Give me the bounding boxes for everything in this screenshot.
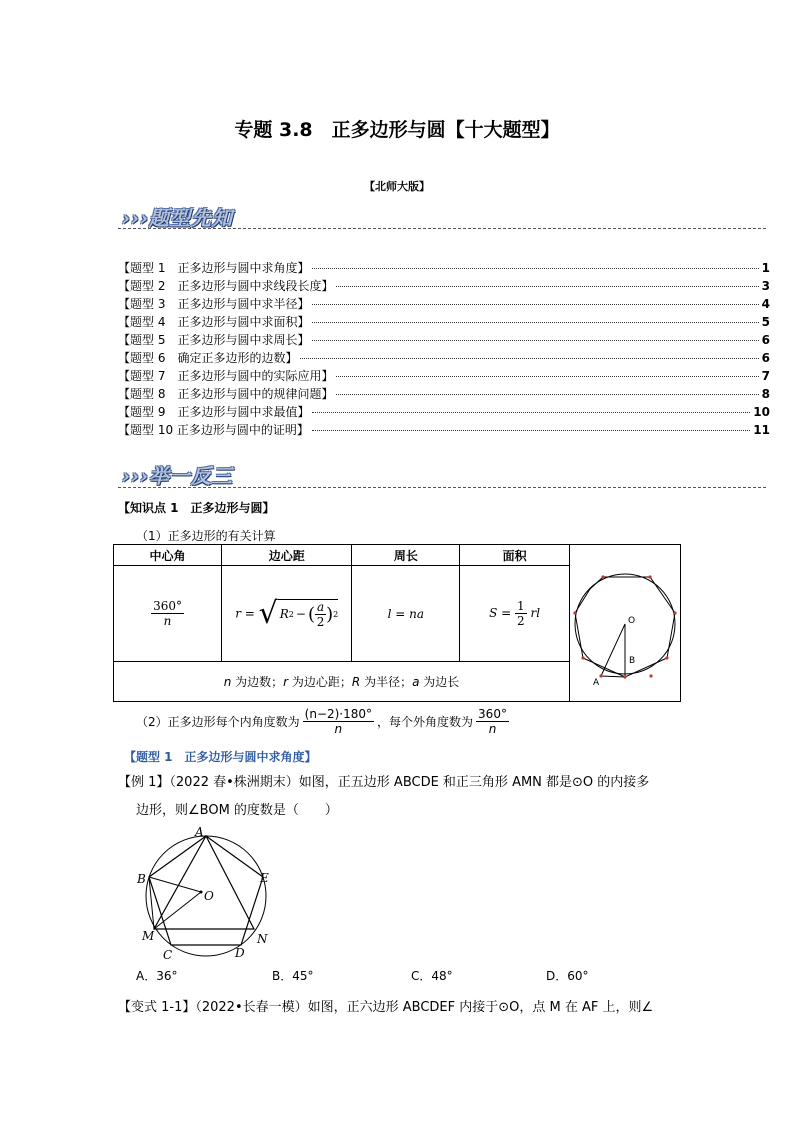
toc-page-number: 11 [753, 423, 770, 437]
sqrt-sign: √ [258, 595, 278, 631]
toc-item-label: 【题型 8 正多边形与圆中的规律问题】 [118, 387, 334, 401]
toc-item-label: 【题型 5 正多边形与圆中求周长】 [118, 333, 310, 347]
angle-text-prefix: （2）正多边形每个内角度数为 [136, 715, 300, 729]
toc-item[interactable] [118, 331, 770, 349]
perimeter-formula: l = na [352, 566, 460, 662]
toc-leader-dots [312, 412, 750, 413]
toc-item-label: 【题型 3 正多边形与圆中求半径】 [118, 297, 310, 311]
toc-leader-dots [312, 304, 758, 305]
toc-item-label: 【题型 1 正多边形与圆中求角度】 [118, 261, 310, 275]
var-desc: 为边心距； [288, 675, 352, 689]
toc-page-number: 4 [761, 297, 770, 311]
var-r: r [283, 675, 289, 689]
area-rhs: rl [530, 606, 541, 620]
toc-page-number: 5 [761, 315, 770, 329]
option-c[interactable]: C．48° [411, 969, 453, 983]
toc-item[interactable] [118, 367, 770, 385]
toc-item-label: 【题型 7 正多边形与圆中的实际应用】 [118, 369, 334, 383]
header-area: 面积 [460, 545, 570, 566]
fraction-denominator: 2 [316, 614, 325, 629]
option-a[interactable]: A．36° [136, 969, 178, 983]
toc-item[interactable] [118, 403, 770, 421]
toc-item[interactable] [118, 313, 770, 331]
toc-page-number: 8 [761, 387, 770, 401]
divider [118, 228, 766, 229]
toc-item[interactable] [118, 421, 770, 439]
option-b[interactable]: B．45° [272, 969, 314, 983]
toc-item[interactable] [118, 277, 770, 295]
fraction-denominator: n [163, 614, 172, 628]
variable-legend [114, 662, 570, 702]
toc-leader-dots [336, 286, 758, 287]
vertex-label-n: N [257, 932, 268, 946]
toc-item[interactable] [118, 295, 770, 313]
toc-page-number: 10 [753, 405, 770, 419]
inscribed-polygon-figure [571, 547, 679, 697]
exponent: 2 [333, 609, 339, 619]
toc-item[interactable] [118, 349, 770, 367]
apothem-lhs: r = [235, 606, 255, 620]
radius-symbol: R [279, 607, 289, 621]
var-R: R [351, 675, 361, 689]
examples-banner: ›››举一反三 [122, 464, 233, 488]
toc-leader-dots [312, 322, 758, 323]
fraction-numerator: (n−2)·180° [304, 707, 373, 721]
central-angle-formula [114, 566, 222, 662]
option-d[interactable]: D．60° [546, 969, 589, 983]
pentagon-triangle-figure [136, 826, 276, 960]
vertex-label-e: E [260, 871, 269, 885]
toc-item[interactable] [118, 259, 770, 277]
question-type-heading: 【题型 1 正多边形与圆中求角度】 [124, 750, 317, 764]
toc-item-label: 【题型 2 正多边形与圆中求线段长度】 [118, 279, 334, 293]
variant-line: 【变式 1-1】（2022•长春一模）如图，正六边形 ABCDEF 内接于⊙O，点 M 在 AF 上，则∠ [118, 1000, 654, 1015]
fraction-denominator: n [488, 722, 497, 736]
center-label-o: O [204, 889, 214, 903]
point-label-a: A [593, 677, 600, 688]
toc-item-label: 【题型 6 确定正多边形的边数】 [118, 351, 298, 365]
subsection-title: （1）正多边形的有关计算 [136, 529, 276, 543]
minus-sign: − [295, 607, 306, 621]
vertex-label-a: A [195, 826, 204, 839]
area-lhs: S = [489, 606, 512, 620]
divider [118, 487, 766, 488]
angle-text-middle: ，每个外角度数为 [377, 715, 474, 729]
header-apothem: 边心距 [222, 545, 352, 566]
formula-table [113, 544, 681, 702]
knowledge-point-title: 【知识点 1 正多边形与圆】 [118, 501, 275, 515]
toc-leader-dots [336, 394, 758, 395]
toc-leader-dots [312, 430, 750, 431]
var-desc: 为边数； [231, 675, 284, 689]
fraction-numerator: 360° [153, 599, 182, 613]
toc-page-number: 3 [761, 279, 770, 293]
vertex-label-b: B [137, 872, 146, 886]
toc-item[interactable] [118, 385, 770, 403]
toc-page-number: 7 [761, 369, 770, 383]
toc-item-label: 【题型 4 正多边形与圆中求面积】 [118, 315, 310, 329]
angle-formula-line [136, 707, 512, 736]
edition-label: 【北师大版】 [364, 180, 430, 193]
area-formula [460, 566, 570, 662]
header-perimeter: 周长 [352, 545, 460, 566]
toc-leader-dots [336, 376, 758, 377]
fraction-numerator: a [316, 599, 325, 614]
header-central-angle: 中心角 [114, 545, 222, 566]
toc-page-number: 6 [761, 333, 770, 347]
var-n: n [223, 675, 232, 689]
var-desc: 为半径； [360, 675, 413, 689]
apothem-formula: r = √ R 2 − ( $\frac{a}{2}$ ) 2 [222, 566, 352, 662]
fraction-numerator: 1 [517, 599, 525, 613]
example-line-2: 边形，则∠BOM 的度数是（ ） [136, 803, 338, 818]
center-label-o: O [628, 615, 636, 626]
fraction-denominator: n [334, 722, 343, 736]
figure-cell [570, 545, 681, 702]
toc-page-number: 1 [761, 261, 770, 275]
vertex-label-m: M [142, 929, 155, 943]
fraction-denominator: 2 [517, 614, 525, 628]
toc-item-label: 【题型 10 正多边形与圆中的证明】 [118, 423, 309, 437]
toc-leader-dots [300, 358, 758, 359]
fraction-numerator: 360° [478, 707, 507, 721]
vertex-label-c: C [163, 948, 173, 960]
vertex-label-d: D [235, 946, 245, 960]
point-label-b: B [629, 655, 636, 666]
toc-item-label: 【题型 9 正多边形与圆中求最值】 [118, 405, 310, 419]
toc-leader-dots [312, 340, 758, 341]
page-title: 专题 3.8 正多边形与圆【十大题型】 [234, 119, 560, 141]
var-desc: 为边长 [419, 675, 460, 689]
toc-leader-dots [312, 268, 758, 269]
var-a: a [412, 675, 420, 689]
exponent: 2 [288, 609, 294, 619]
toc-page-number: 6 [761, 351, 770, 365]
example-line-1: 【例 1】（2022 春•株洲期末）如图，正五边形 ABCDE 和正三角形 AMN 都是⊙O 的内接多 [118, 775, 650, 790]
preview-banner: ›››题型先知 [122, 206, 233, 230]
